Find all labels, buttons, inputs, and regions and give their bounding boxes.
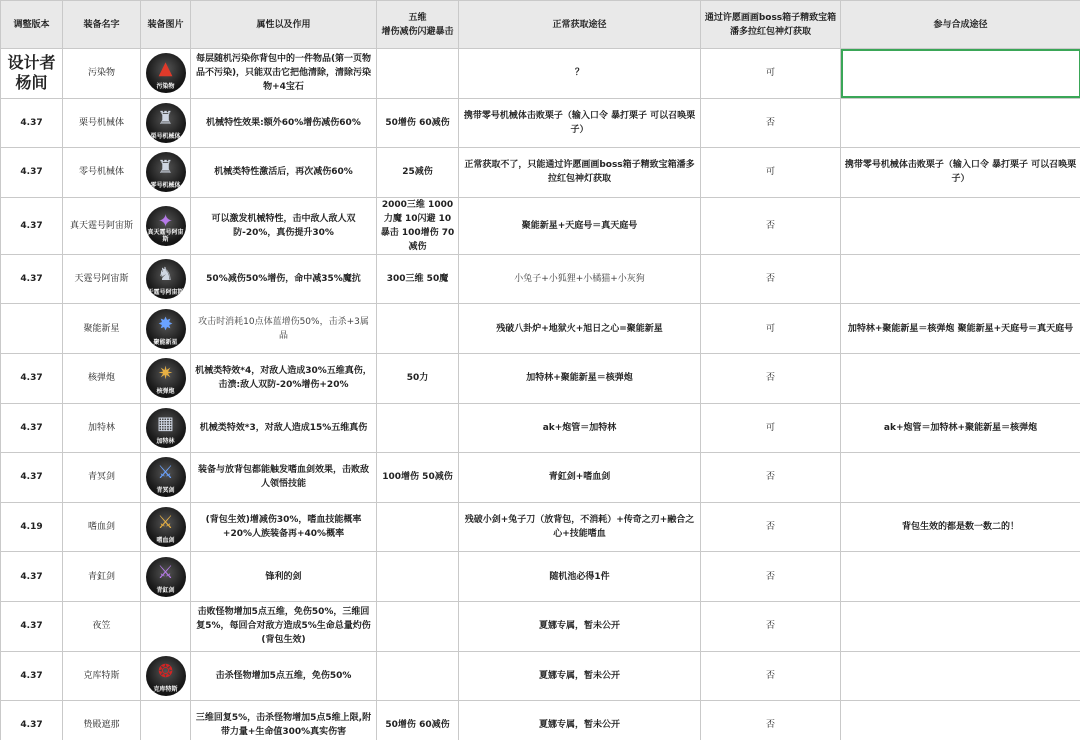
cell-version[interactable]: 4.37 xyxy=(1,651,63,701)
cell-attributes[interactable]: 攻击时消耗10点体蓝增伤50%，击杀+3属晶 xyxy=(191,304,377,354)
icon-caption: 青冥剑 xyxy=(156,487,175,495)
table-row xyxy=(1,552,1080,602)
robot-icon: ♜ 零号机械体 xyxy=(146,152,186,192)
cell-normal[interactable]: 残破小剑+兔子刀（放背包，不消耗）+传奇之刃+融合之心+技能嗜血 xyxy=(459,502,701,552)
cell-attributes[interactable]: 机械类特效*3，对敌人造成15%五维真伤 xyxy=(191,403,377,453)
cell-synthesis-selected[interactable] xyxy=(841,49,1080,99)
cell-version[interactable]: 4.37 xyxy=(1,98,63,148)
cell-attributes[interactable]: 50%减伤50%增伤，命中减35%魔抗 xyxy=(191,254,377,304)
header-stats-line1: 五维 xyxy=(408,12,427,23)
table-row xyxy=(1,197,1080,254)
cell-normal[interactable]: 携带零号机械体击败栗子（输入口令 暴打栗子 可以召唤栗子） xyxy=(459,98,701,148)
sword-icon: ⚔ 青冥剑 xyxy=(146,457,186,497)
cell-version[interactable]: 4.37 xyxy=(1,701,63,740)
header-image[interactable]: 装备图片 xyxy=(141,1,191,49)
table-row xyxy=(1,601,1080,651)
cell-boss[interactable]: 否 xyxy=(701,453,841,503)
cell-synthesis[interactable]: 加特林+聚能新星＝核弹炮 聚能新星+天庭号＝真天庭号 xyxy=(841,304,1080,354)
cell-image[interactable] xyxy=(141,601,191,651)
table-row xyxy=(1,453,1080,503)
cell-synthesis[interactable] xyxy=(841,453,1080,503)
cell-synthesis[interactable] xyxy=(841,254,1080,304)
sword-icon: ⚔ 青釭剑 xyxy=(146,557,186,597)
sword-icon: ⚔ 嗜血剑 xyxy=(146,507,186,547)
cell-synthesis[interactable] xyxy=(841,98,1080,148)
blob-icon: ▲ 污染物 xyxy=(146,53,186,93)
header-attributes[interactable]: 属性以及作用 xyxy=(191,1,377,49)
cell-version[interactable]: 4.19 xyxy=(1,502,63,552)
table-row xyxy=(1,148,1080,198)
cell-stats[interactable] xyxy=(377,552,459,602)
cell-image[interactable] xyxy=(141,49,191,99)
cell-attributes[interactable]: 机械特性效果:额外60%增伤减伤60% xyxy=(191,98,377,148)
cell-stats[interactable]: 50增伤 60减伤 xyxy=(377,701,459,740)
cell-synthesis[interactable]: 携带零号机械体击败栗子（输入口令 暴打栗子 可以召唤栗子） xyxy=(841,148,1080,198)
cell-stats[interactable]: 300三维 50魔 xyxy=(377,254,459,304)
icon-caption: 污染物 xyxy=(156,83,175,91)
cell-boss[interactable]: 否 xyxy=(701,701,841,740)
cell-synthesis[interactable] xyxy=(841,601,1080,651)
cell-name[interactable]: 克库特斯 xyxy=(63,651,141,701)
cell-stats[interactable] xyxy=(377,304,459,354)
mech-icon: ♞ 天霆号阿宙斯 xyxy=(146,259,186,299)
cell-version[interactable]: 设计者杨间 xyxy=(1,49,63,99)
cell-normal[interactable]: 夏娜专属，暂未公开 xyxy=(459,701,701,740)
cell-version[interactable]: 4.37 xyxy=(1,453,63,503)
cell-stats[interactable] xyxy=(377,49,459,99)
icon-caption: 天霆号阿宙斯 xyxy=(147,289,184,297)
cell-boss[interactable]: 否 xyxy=(701,601,841,651)
table-row xyxy=(1,651,1080,701)
cell-boss[interactable]: 否 xyxy=(701,197,841,254)
header-stats[interactable] xyxy=(377,1,459,49)
cell-name[interactable]: 贽殿遮那 xyxy=(63,701,141,740)
cell-boss[interactable]: 可 xyxy=(701,304,841,354)
cell-stats[interactable] xyxy=(377,403,459,453)
cell-attributes[interactable]: 每层随机污染你背包中的一件物品(第一页物品不污染)，只能双击它把他清除，清除污染物+4宝石 xyxy=(191,49,377,99)
cell-synthesis[interactable] xyxy=(841,651,1080,701)
cell-attributes[interactable]: 机械类特效*4，对敌人造成30%五维真伤，击溃:敌人双防-20%增伤+20% xyxy=(191,353,377,403)
cell-name[interactable]: 污染物 xyxy=(63,49,141,99)
cell-image[interactable] xyxy=(141,304,191,354)
header-name[interactable]: 装备名字 xyxy=(63,1,141,49)
cell-version[interactable]: 4.37 xyxy=(1,552,63,602)
header-synthesis[interactable]: 参与合成途径 xyxy=(841,1,1080,49)
cell-attributes[interactable]: 可以激发机械特性，击中敌人敌人双防-20%，真伤提升30% xyxy=(191,197,377,254)
table-row xyxy=(1,353,1080,403)
cell-name[interactable]: 青釭剑 xyxy=(63,552,141,602)
cell-synthesis[interactable] xyxy=(841,353,1080,403)
cell-synthesis[interactable]: 背包生效的都是数一数二的！ xyxy=(841,502,1080,552)
cell-stats[interactable]: 25减伤 xyxy=(377,148,459,198)
cell-name[interactable]: 聚能新星 xyxy=(63,304,141,354)
table-row xyxy=(1,502,1080,552)
icon-caption: 嗜血剑 xyxy=(156,537,175,545)
cell-normal[interactable]: 加特林+聚能新星＝核弹炮 xyxy=(459,353,701,403)
cell-normal[interactable]: ？ xyxy=(459,49,701,99)
cell-stats[interactable]: 50力 xyxy=(377,353,459,403)
cell-boss[interactable]: 可 xyxy=(701,49,841,99)
cell-name[interactable]: 夜笠 xyxy=(63,601,141,651)
header-boss-box[interactable]: 通过许愿画画boss箱子精致宝箱潘多拉红包神灯获取 xyxy=(701,1,841,49)
icon-caption: 零号机械体 xyxy=(150,182,181,190)
icon-caption: 栗号机械体 xyxy=(150,132,181,140)
icon-caption: 真天霆号阿宙斯 xyxy=(147,228,184,243)
cell-normal[interactable]: 夏娜专属，暂未公开 xyxy=(459,601,701,651)
cell-stats[interactable] xyxy=(377,651,459,701)
cell-boss[interactable]: 否 xyxy=(701,98,841,148)
cell-boss[interactable]: 可 xyxy=(701,148,841,198)
cell-boss[interactable]: 否 xyxy=(701,651,841,701)
cell-attributes[interactable]: 击败怪物增加5点五维，免伤50%，三维回复5%，每回合对敌方造成5%生命总量灼伤(背包生效) xyxy=(191,601,377,651)
icon-caption: 核弹炮 xyxy=(156,388,175,396)
cell-image[interactable] xyxy=(141,403,191,453)
icon-caption: 青釭剑 xyxy=(156,586,175,594)
cell-normal[interactable]: 小兔子+小狐狸+小橘猫+小灰狗 xyxy=(459,254,701,304)
header-row xyxy=(1,1,1080,49)
icon-caption: 聚能新星 xyxy=(153,338,178,346)
cell-normal[interactable]: 正常获取不了，只能通过许愿画画boss箱子精致宝箱潘多拉红包神灯获取 xyxy=(459,148,701,198)
table-row xyxy=(1,304,1080,354)
cell-synthesis[interactable]: ak+炮管＝加特林+聚能新星＝核弹炮 xyxy=(841,403,1080,453)
icon-caption: 克库特斯 xyxy=(153,685,178,693)
cell-boss[interactable]: 否 xyxy=(701,502,841,552)
table-row xyxy=(1,49,1080,99)
cell-name[interactable]: 核弹炮 xyxy=(63,353,141,403)
cell-name[interactable]: 加特林 xyxy=(63,403,141,453)
cell-version[interactable]: 4.37 xyxy=(1,254,63,304)
table-row xyxy=(1,701,1080,740)
cell-normal[interactable]: 聚能新星+天庭号＝真天庭号 xyxy=(459,197,701,254)
header-stats-line2: 增伤减伤闪避暴击 xyxy=(381,26,454,37)
cannon-icon: ✷ 核弹炮 xyxy=(146,358,186,398)
cell-version[interactable]: 4.37 xyxy=(1,403,63,453)
cell-image[interactable] xyxy=(141,651,191,701)
cell-name[interactable]: 栗号机械体 xyxy=(63,98,141,148)
robot-icon: ♜ 栗号机械体 xyxy=(146,103,186,143)
cell-image[interactable] xyxy=(141,701,191,740)
cell-name[interactable]: 嗜血剑 xyxy=(63,502,141,552)
cell-name[interactable]: 零号机械体 xyxy=(63,148,141,198)
cell-stats[interactable]: 2000三维 1000力魔 10闪避 10暴击 100增伤 70减伤 xyxy=(377,197,459,254)
cell-image[interactable] xyxy=(141,453,191,503)
cell-synthesis[interactable] xyxy=(841,552,1080,602)
cell-attributes[interactable]: 三维回复5%，击杀怪物增加5点5维上限,附带力量+生命值300%真实伤害 xyxy=(191,701,377,740)
cell-version[interactable]: 4.37 xyxy=(1,197,63,254)
cell-boss[interactable]: 可 xyxy=(701,403,841,453)
cell-name[interactable]: 真天霆号阿宙斯 xyxy=(63,197,141,254)
cell-normal[interactable]: 残破八卦炉+地狱火+旭日之心=聚能新星 xyxy=(459,304,701,354)
cell-stats[interactable] xyxy=(377,601,459,651)
cell-boss[interactable]: 否 xyxy=(701,552,841,602)
table-row xyxy=(1,403,1080,453)
cell-image[interactable] xyxy=(141,502,191,552)
cell-version[interactable]: 4.37 xyxy=(1,601,63,651)
cell-attributes[interactable]: 装备与放背包都能触发嗜血剑效果，击败敌人领悟技能 xyxy=(191,453,377,503)
cell-image[interactable] xyxy=(141,552,191,602)
cell-version[interactable]: 4.37 xyxy=(1,353,63,403)
ring-icon: ❂ 克库特斯 xyxy=(146,656,186,696)
cell-image[interactable] xyxy=(141,353,191,403)
cell-attributes[interactable]: (背包生效)增减伤30%，嗜血技能概率+20%人族装备再+40%概率 xyxy=(191,502,377,552)
cell-synthesis[interactable] xyxy=(841,197,1080,254)
cell-version[interactable]: 4.37 xyxy=(1,148,63,198)
gatling-icon: ▦ 加特林 xyxy=(146,408,186,448)
header-normal[interactable]: 正常获取途径 xyxy=(459,1,701,49)
cell-stats[interactable]: 100增伤 50减伤 xyxy=(377,453,459,503)
cell-synthesis[interactable] xyxy=(841,701,1080,740)
cell-name[interactable]: 天霆号阿宙斯 xyxy=(63,254,141,304)
cell-normal[interactable]: 青釭剑+嗜血剑 xyxy=(459,453,701,503)
mech-icon: ✦ 真天霆号阿宙斯 xyxy=(146,206,186,246)
cell-attributes[interactable]: 击杀怪物增加5点五维，免伤50% xyxy=(191,651,377,701)
cell-boss[interactable]: 否 xyxy=(701,254,841,304)
cell-attributes[interactable]: 锋利的剑 xyxy=(191,552,377,602)
table-row xyxy=(1,254,1080,304)
cell-attributes[interactable]: 机械类特性激活后，再次减伤60% xyxy=(191,148,377,198)
cell-normal[interactable]: 随机池必得1件 xyxy=(459,552,701,602)
table-row xyxy=(1,98,1080,148)
star-icon: ✸ 聚能新星 xyxy=(146,309,186,349)
cell-image[interactable] xyxy=(141,148,191,198)
cell-normal[interactable]: 夏娜专属，暂未公开 xyxy=(459,651,701,701)
cell-version[interactable] xyxy=(1,304,63,354)
cell-normal[interactable]: ak+炮管＝加特林 xyxy=(459,403,701,453)
cell-name[interactable]: 青冥剑 xyxy=(63,453,141,503)
cell-image[interactable] xyxy=(141,98,191,148)
cell-image[interactable] xyxy=(141,254,191,304)
header-version[interactable]: 调整版本 xyxy=(1,1,63,49)
cell-boss[interactable]: 否 xyxy=(701,353,841,403)
cell-image[interactable] xyxy=(141,197,191,254)
cell-stats[interactable] xyxy=(377,502,459,552)
icon-caption: 加特林 xyxy=(156,437,175,445)
cell-stats[interactable]: 50增伤 60减伤 xyxy=(377,98,459,148)
